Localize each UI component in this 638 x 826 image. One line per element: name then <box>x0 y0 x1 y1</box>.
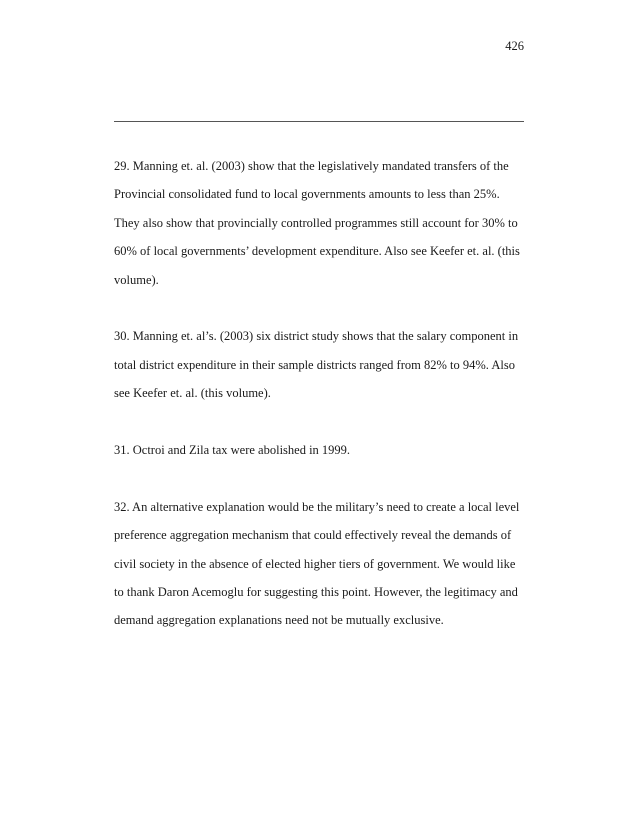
note-line: They also show that provincially controlled programmes still account for 30% to <box>114 215 518 230</box>
paragraph-gap <box>114 294 526 322</box>
note-line: demand aggregation explanations need not be mutually exclusive. <box>114 613 444 628</box>
note-line: 30. Manning et. al’s. (2003) six district study shows that the salary component in <box>114 329 519 344</box>
note-line: 60% of local governments’ development expenditure. Also see Keefer et. al. (this <box>114 244 520 259</box>
endnotes-section <box>114 152 526 635</box>
note-line: preference aggregation mechanism that could effectively reveal the demands of <box>114 528 512 543</box>
note-line: total district expenditure in their sample districts ranged from 82% to 94%. Also <box>114 357 515 372</box>
note-line: see Keefer et. al. (this volume). <box>114 386 271 401</box>
note-line: to thank Daron Acemoglu for suggesting this point. However, the legitimacy and <box>114 585 518 600</box>
note-line: volume). <box>114 272 159 287</box>
note-line: civil society in the absence of elected higher tiers of government. We would like <box>114 556 516 571</box>
paragraph-gap <box>114 408 526 436</box>
page-number: 426 <box>505 39 524 53</box>
note-line: Provincial consolidated fund to local governments amounts to less than 25%. <box>114 187 500 202</box>
note-line: 31. Octroi and Zila tax were abolished in 1999. <box>114 443 351 458</box>
endnote-29 <box>114 152 526 294</box>
endnote-30 <box>114 322 526 407</box>
footnote-separator-rule <box>114 121 524 122</box>
note-line: 32. An alternative explanation would be the military’s need to create a local level <box>114 499 520 514</box>
paragraph-gap <box>114 464 526 492</box>
endnote-32 <box>114 493 526 635</box>
note-line: 29. Manning et. al. (2003) show that the legislatively mandated transfers of the <box>114 159 509 173</box>
endnote-31 <box>114 436 526 464</box>
